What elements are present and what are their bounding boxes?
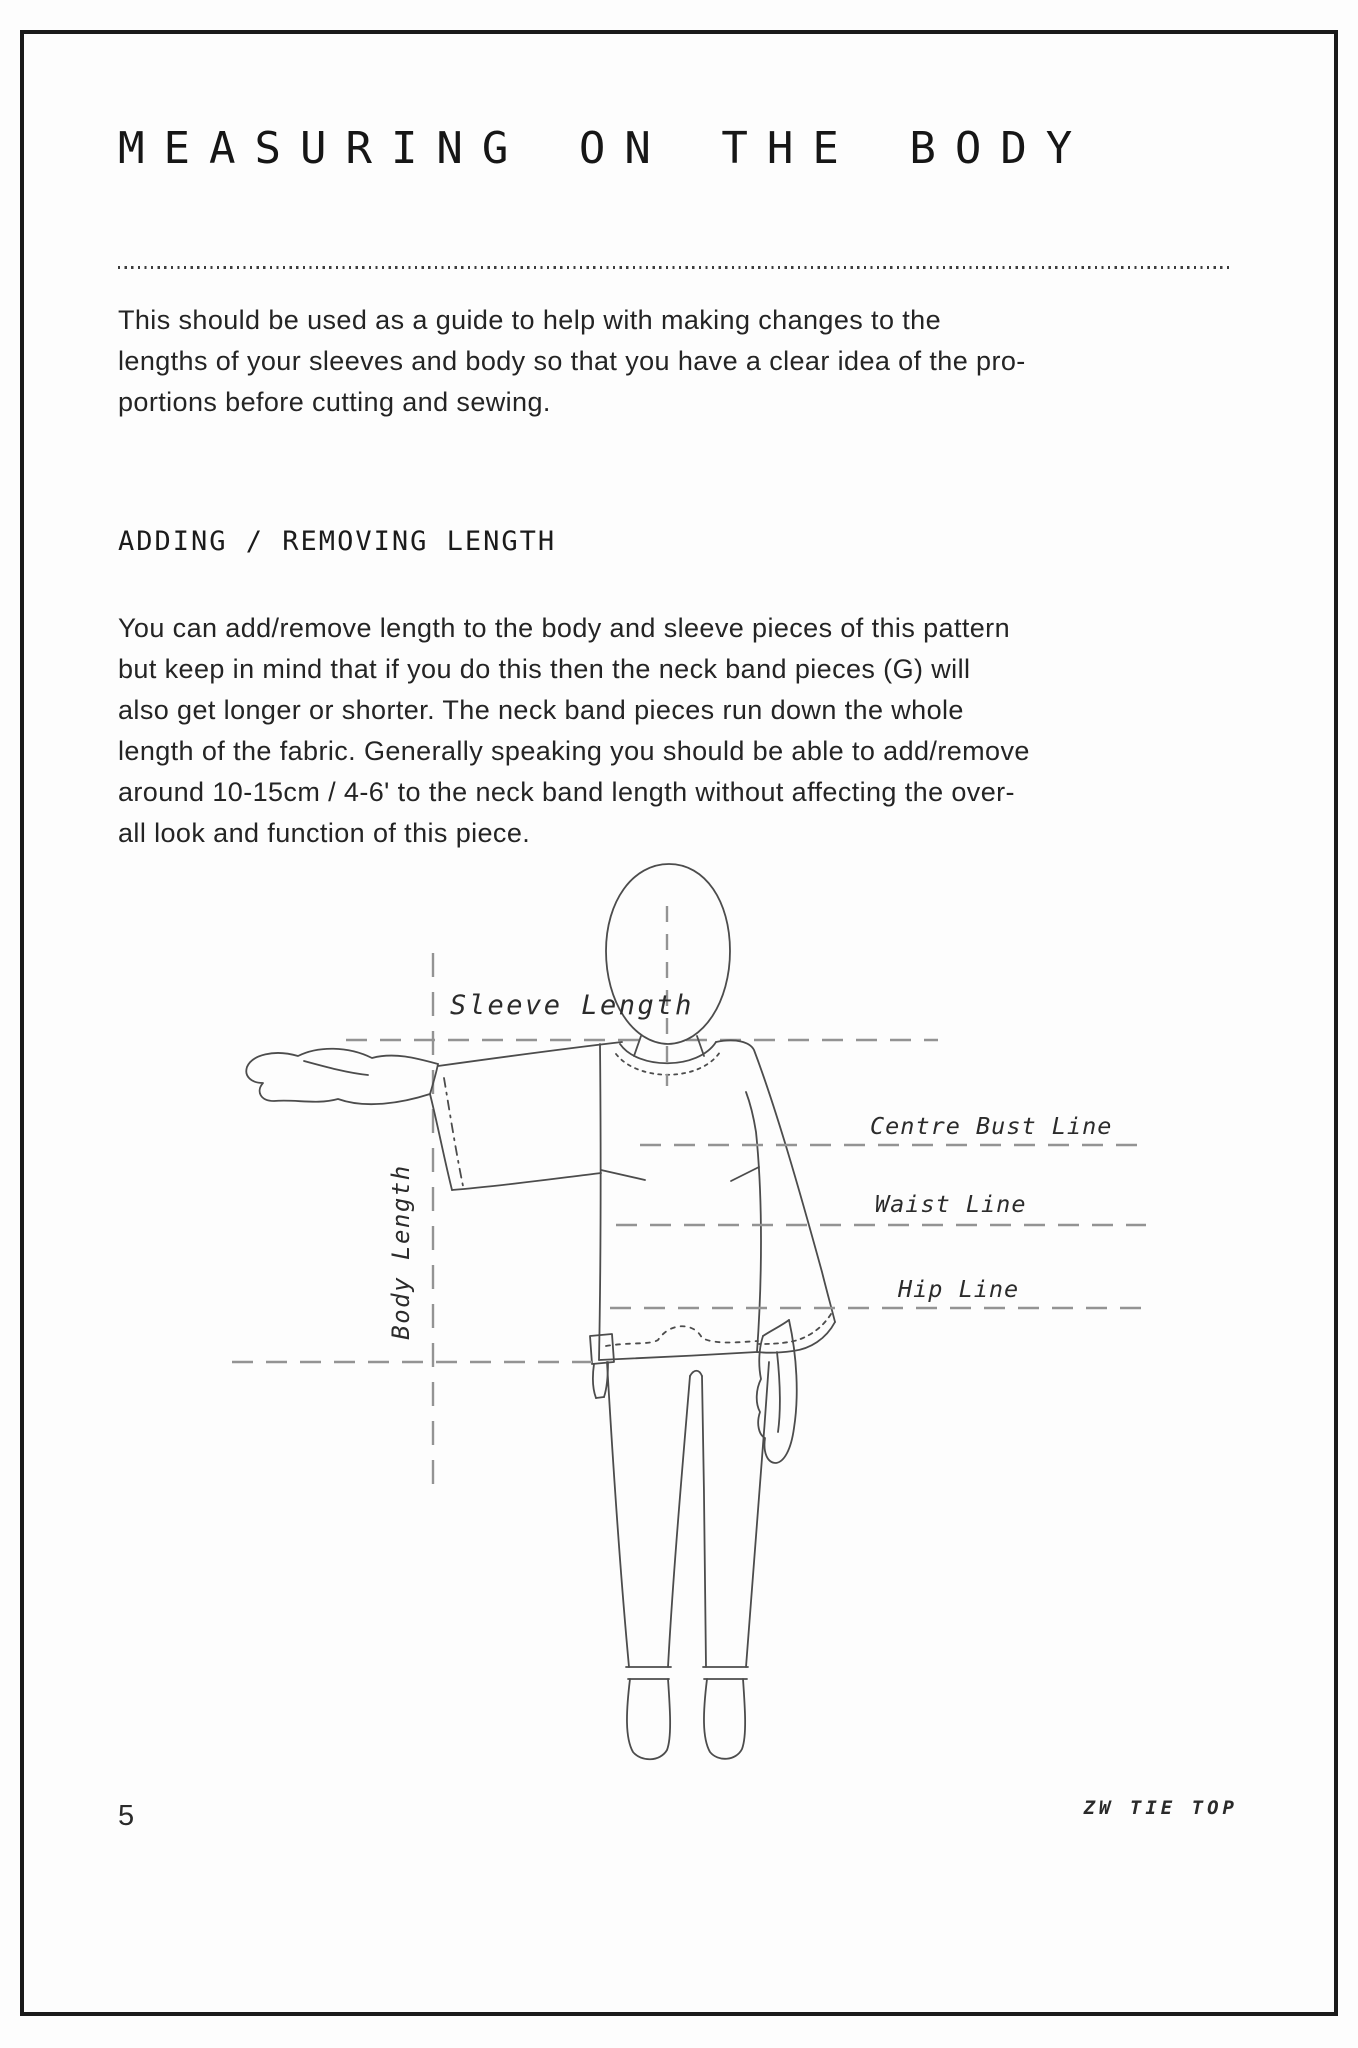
dotted-divider [118, 266, 1232, 269]
hip-line-label: Hip Line [898, 1275, 1020, 1303]
section-line: also get longer or shorter. The neck band pieces run down the whole [118, 695, 964, 725]
section-line: around 10-15cm / 4-6' to the neck band length without affecting the over- [118, 777, 1015, 807]
section-line: all look and function of this piece. [118, 818, 531, 848]
section-line: You can add/remove length to the body and sleeve pieces of this pattern [118, 613, 1010, 643]
section-heading: ADDING / REMOVING LENGTH [118, 526, 557, 557]
intro-line: lengths of your sleeves and body so that you have a clear idea of the pro- [118, 346, 1026, 376]
intro-line: This should be used as a guide to help with making changes to the [118, 305, 942, 335]
body-length-label: Body Length [387, 1164, 415, 1340]
waist-line-label: Waist Line [875, 1190, 1027, 1218]
section-paragraph [118, 608, 1030, 854]
intro-paragraph [118, 300, 1026, 423]
section-line: but keep in mind that if you do this then the neck band pieces (G) will [118, 654, 971, 684]
figure-legs [607, 1362, 769, 1759]
section-line: length of the fabric. Generally speaking you should be able to add/remove [118, 736, 1030, 766]
body-measurement-figure [180, 850, 1200, 1800]
intro-line: portions before cutting and sewing. [118, 387, 551, 417]
page-title: MEASURING ON THE BODY [118, 123, 1092, 174]
page-number: 5 [118, 1800, 135, 1832]
centre-bust-line-label: Centre Bust Line [870, 1112, 1113, 1140]
brand-footer: ZW TIE TOP [1083, 1797, 1238, 1819]
sleeve-length-label: Sleeve Length [450, 990, 694, 1021]
